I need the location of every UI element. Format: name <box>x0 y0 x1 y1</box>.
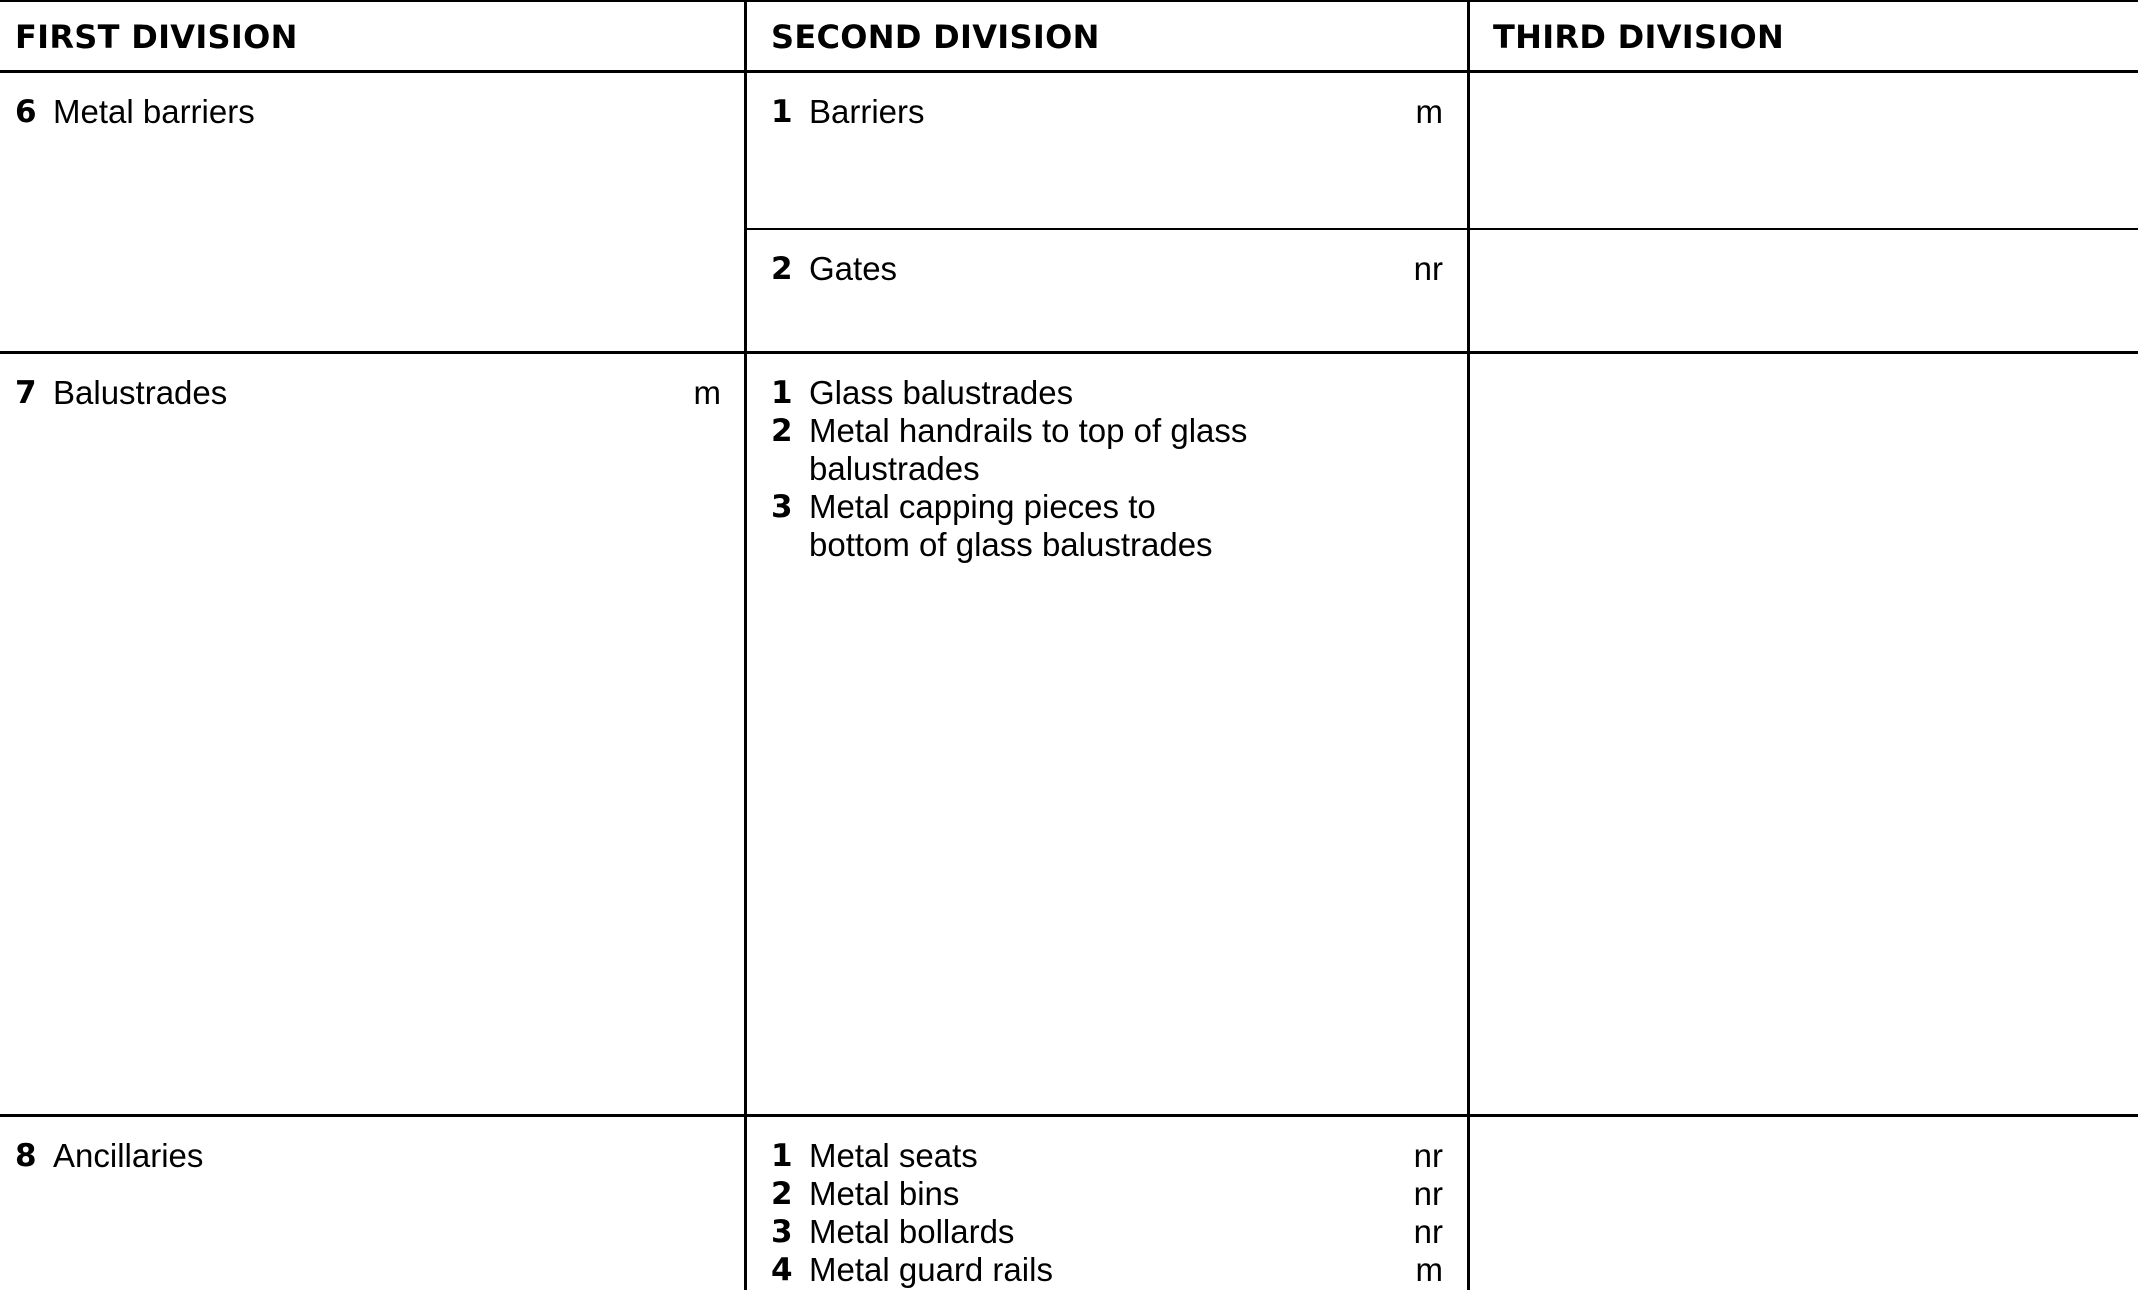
item-number: 8 <box>15 1138 37 1174</box>
item-label-line-2: balustrades <box>809 450 980 487</box>
item-number: 4 <box>771 1252 793 1288</box>
second-division-cell-6-1 <box>771 93 1443 131</box>
item-label-line-1: Metal capping pieces to <box>809 488 1156 525</box>
item-number: 2 <box>771 1176 793 1212</box>
first-division-item-6 <box>15 93 721 131</box>
item-label: Metal bollards <box>809 1213 1015 1250</box>
item-number: 1 <box>771 94 793 130</box>
first-division-item-7 <box>15 374 721 412</box>
second-division-item <box>771 488 1443 564</box>
item-unit: nr <box>1413 1213 1443 1250</box>
row-6-subdivider <box>745 228 2138 230</box>
header-first-division: FIRST DIVISION <box>15 18 298 56</box>
table-top-border <box>0 0 2138 2</box>
second-division-item <box>771 93 1443 131</box>
item-label: Gates <box>809 250 898 287</box>
item-label-line-2: bottom of glass balustrades <box>809 526 1213 563</box>
header-second-division: SECOND DIVISION <box>771 18 1100 56</box>
second-division-item <box>771 1137 1443 1175</box>
item-number: 2 <box>771 251 793 287</box>
column-divider-1 <box>744 0 747 1290</box>
second-division-item <box>771 412 1443 488</box>
first-division-cell-8 <box>15 1137 721 1175</box>
second-division-item <box>771 250 1443 288</box>
item-label: Metal bins <box>809 1175 960 1212</box>
item-label: Barriers <box>809 93 925 130</box>
item-unit: m <box>1415 93 1443 130</box>
item-number: 1 <box>771 375 793 411</box>
row-7-divider <box>0 1114 2138 1117</box>
item-unit: nr <box>1413 1175 1443 1212</box>
first-division-item-8 <box>15 1137 721 1175</box>
item-label: Metal barriers <box>53 93 255 130</box>
second-division-item <box>771 1175 1443 1213</box>
item-label: Balustrades <box>53 374 228 411</box>
column-divider-2 <box>1467 0 1470 1290</box>
item-number: 3 <box>771 1214 793 1250</box>
item-unit: nr <box>1413 1137 1443 1174</box>
item-number: 3 <box>771 489 793 525</box>
header-bottom-border <box>0 70 2138 73</box>
item-number: 2 <box>771 413 793 449</box>
item-unit: m <box>693 374 721 411</box>
item-label: Metal seats <box>809 1137 978 1174</box>
item-number: 1 <box>771 1138 793 1174</box>
second-division-cell-8 <box>771 1137 1443 1289</box>
item-number: 7 <box>15 375 37 411</box>
item-unit: m <box>1415 1251 1443 1288</box>
first-division-cell-6 <box>15 93 721 131</box>
item-label: Metal guard rails <box>809 1251 1053 1288</box>
item-label: Glass balustrades <box>809 374 1074 411</box>
second-division-cell-7 <box>771 374 1443 564</box>
header-third-division: THIRD DIVISION <box>1493 18 1785 56</box>
item-number: 6 <box>15 94 37 130</box>
item-unit: nr <box>1413 250 1443 287</box>
row-6-divider <box>0 351 2138 354</box>
first-division-cell-7 <box>15 374 721 412</box>
second-division-item <box>771 374 1443 412</box>
second-division-item <box>771 1251 1443 1289</box>
item-label-line-1: Metal handrails to top of glass <box>809 412 1248 449</box>
item-label: Ancillaries <box>53 1137 204 1174</box>
second-division-cell-6-2 <box>771 250 1443 288</box>
second-division-item <box>771 1213 1443 1251</box>
